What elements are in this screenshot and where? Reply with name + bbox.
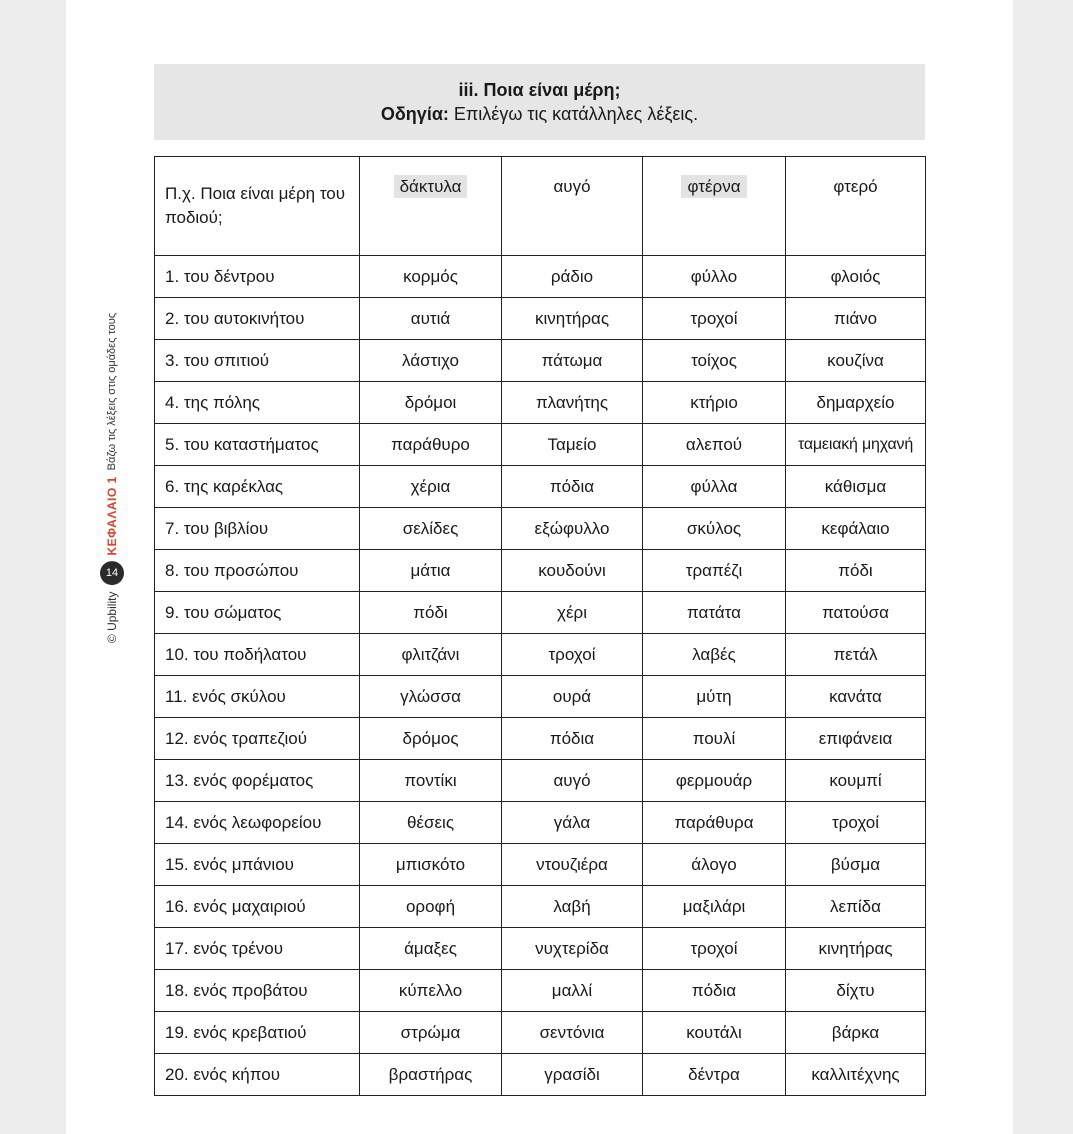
question-row <box>155 1054 926 1096</box>
word-option[interactable]: μαξιλάρι <box>643 886 786 928</box>
word-option[interactable]: πατούσα <box>786 592 926 634</box>
word-option[interactable]: κουδούνι <box>502 550 643 592</box>
exercise-instruction <box>154 102 925 126</box>
question-row <box>155 508 926 550</box>
instruction-text: Επιλέγω τις κατάλληλες λέξεις. <box>448 104 699 124</box>
question-label: 12. ενός τραπεζιού <box>155 718 360 760</box>
selected-word: δάκτυλα <box>394 175 468 198</box>
word-option[interactable]: λεπίδα <box>786 886 926 928</box>
question-label: 9. του σώματος <box>155 592 360 634</box>
question-row <box>155 802 926 844</box>
question-label: 5. του καταστήματος <box>155 424 360 466</box>
word-option[interactable]: φλοιός <box>786 256 926 298</box>
word-option[interactable]: λαβή <box>502 886 643 928</box>
word-option[interactable]: κουτάλι <box>643 1012 786 1054</box>
question-row <box>155 718 926 760</box>
question-label: 10. του ποδήλατου <box>155 634 360 676</box>
question-label: 19. ενός κρεβατιού <box>155 1012 360 1054</box>
word-option[interactable]: βάρκα <box>786 1012 926 1054</box>
word-option[interactable]: πόδι <box>786 550 926 592</box>
copyright-text: © Upbility <box>105 591 119 644</box>
word-option[interactable]: ντουζιέρα <box>502 844 643 886</box>
question-row <box>155 634 926 676</box>
word-option[interactable]: τροχοί <box>502 634 643 676</box>
question-label: 11. ενός σκύλου <box>155 676 360 718</box>
word-option[interactable]: λαβές <box>643 634 786 676</box>
word-option[interactable]: πιάνο <box>786 298 926 340</box>
word-option[interactable]: πάτωμα <box>502 340 643 382</box>
word-option[interactable]: θέσεις <box>360 802 502 844</box>
exercise-table <box>154 156 926 1096</box>
question-row <box>155 928 926 970</box>
example-option-4[interactable]: φτερό <box>786 157 926 256</box>
word-option[interactable]: νυχτερίδα <box>502 928 643 970</box>
question-row <box>155 970 926 1012</box>
word-option[interactable]: φερμουάρ <box>643 760 786 802</box>
word-option[interactable]: παράθυρα <box>643 802 786 844</box>
word-option[interactable]: χέρια <box>360 466 502 508</box>
word-option[interactable]: τραπέζι <box>643 550 786 592</box>
question-label: 8. του προσώπου <box>155 550 360 592</box>
word-option[interactable]: τροχοί <box>786 802 926 844</box>
question-row <box>155 424 926 466</box>
word-option[interactable]: στρώμα <box>360 1012 502 1054</box>
word-option[interactable]: αυγό <box>502 760 643 802</box>
example-option-2[interactable]: αυγό <box>502 157 643 256</box>
question-row <box>155 382 926 424</box>
word-option[interactable]: επιφάνεια <box>786 718 926 760</box>
question-row <box>155 760 926 802</box>
question-row <box>155 886 926 928</box>
word-option[interactable]: καλλιτέχνης <box>786 1054 926 1096</box>
word-option[interactable]: σεντόνια <box>502 1012 643 1054</box>
word-option[interactable]: πλανήτης <box>502 382 643 424</box>
question-row <box>155 256 926 298</box>
word-option[interactable]: γρασίδι <box>502 1054 643 1096</box>
question-label: 16. ενός μαχαιριού <box>155 886 360 928</box>
word-option[interactable]: δρόμοι <box>360 382 502 424</box>
word-option[interactable]: κάθισμα <box>786 466 926 508</box>
word-option[interactable]: άμαξες <box>360 928 502 970</box>
instruction-label: Οδηγία: <box>380 104 449 124</box>
word-option[interactable]: φύλλα <box>643 466 786 508</box>
word-option[interactable]: φλιτζάνι <box>360 634 502 676</box>
page-number: 14 <box>100 562 124 586</box>
word-option[interactable]: μύτη <box>643 676 786 718</box>
question-label: 1. του δέντρου <box>155 256 360 298</box>
word-option[interactable]: δημαρχείο <box>786 382 926 424</box>
word-option[interactable]: λάστιχο <box>360 340 502 382</box>
word-option[interactable]: αλεπού <box>643 424 786 466</box>
word-option[interactable]: εξώφυλλο <box>502 508 643 550</box>
question-row <box>155 676 926 718</box>
question-label: 17. ενός τρένου <box>155 928 360 970</box>
exercise-title: iii. Ποια είναι μέρη; <box>458 80 621 100</box>
question-label: 4. της πόλης <box>155 382 360 424</box>
side-running-header <box>100 313 124 643</box>
word-option[interactable]: κορμός <box>360 256 502 298</box>
question-row <box>155 1012 926 1054</box>
word-option[interactable]: τοίχος <box>643 340 786 382</box>
word-option[interactable]: κανάτα <box>786 676 926 718</box>
word-option[interactable]: ράδιο <box>502 256 643 298</box>
word-option[interactable]: δίχτυ <box>786 970 926 1012</box>
word-option[interactable]: μπισκότο <box>360 844 502 886</box>
word-option[interactable]: πατάτα <box>643 592 786 634</box>
word-option[interactable]: πόδια <box>643 970 786 1012</box>
word-option[interactable]: κεφάλαιο <box>786 508 926 550</box>
question-row <box>155 592 926 634</box>
example-row <box>155 157 926 256</box>
word-option[interactable]: γάλα <box>502 802 643 844</box>
word-option[interactable]: σελίδες <box>360 508 502 550</box>
chapter-label: ΚΕΦΑΛΑΙΟ 1 <box>105 476 119 556</box>
question-row <box>155 550 926 592</box>
word-option[interactable]: κινητήρας <box>502 298 643 340</box>
example-question: Π.χ. Ποια είναι μέρη του ποδιού; <box>155 157 360 256</box>
example-option-1[interactable] <box>360 157 502 256</box>
word-option[interactable]: αυτιά <box>360 298 502 340</box>
word-option[interactable]: πόδια <box>502 466 643 508</box>
word-option[interactable]: τροχοί <box>643 298 786 340</box>
exercise-header <box>154 64 925 140</box>
word-option[interactable]: ποντίκι <box>360 760 502 802</box>
word-option[interactable]: πουλί <box>643 718 786 760</box>
word-option[interactable]: χέρι <box>502 592 643 634</box>
word-option[interactable]: δέντρα <box>643 1054 786 1096</box>
question-label: 20. ενός κήπου <box>155 1054 360 1096</box>
word-option[interactable]: ταμειακή μηχανή <box>786 424 926 466</box>
word-option[interactable]: μάτια <box>360 550 502 592</box>
word-option[interactable]: μαλλί <box>502 970 643 1012</box>
word-option[interactable]: κινητήρας <box>786 928 926 970</box>
question-label: 15. ενός μπάνιου <box>155 844 360 886</box>
word-option[interactable]: βύσμα <box>786 844 926 886</box>
question-row <box>155 340 926 382</box>
word-option[interactable]: οροφή <box>360 886 502 928</box>
word-option[interactable]: δρόμος <box>360 718 502 760</box>
word-option[interactable]: τροχοί <box>643 928 786 970</box>
question-label: 13. ενός φορέματος <box>155 760 360 802</box>
word-option[interactable]: άλογο <box>643 844 786 886</box>
word-option[interactable]: παράθυρο <box>360 424 502 466</box>
word-option[interactable]: κουζίνα <box>786 340 926 382</box>
question-label: 7. του βιβλίου <box>155 508 360 550</box>
word-option[interactable]: φύλλο <box>643 256 786 298</box>
word-option[interactable]: πετάλ <box>786 634 926 676</box>
question-row <box>155 466 926 508</box>
word-option[interactable]: κύπελλο <box>360 970 502 1012</box>
word-option[interactable]: βραστήρας <box>360 1054 502 1096</box>
word-option[interactable]: πόδι <box>360 592 502 634</box>
word-option[interactable]: πόδια <box>502 718 643 760</box>
selected-word: φτέρνα <box>681 175 746 198</box>
question-row <box>155 844 926 886</box>
question-row <box>155 298 926 340</box>
question-label: 6. της καρέκλας <box>155 466 360 508</box>
word-option[interactable]: Ταμείο <box>502 424 643 466</box>
word-option[interactable]: σκύλος <box>643 508 786 550</box>
chapter-subtitle: Βάζω τις λέξεις στις ομάδες τους <box>106 312 118 471</box>
word-option[interactable]: κουμπί <box>786 760 926 802</box>
question-label: 2. του αυτοκινήτου <box>155 298 360 340</box>
word-option[interactable]: γλώσσα <box>360 676 502 718</box>
question-label: 3. του σπιτιού <box>155 340 360 382</box>
question-label: 14. ενός λεωφορείου <box>155 802 360 844</box>
example-option-3[interactable] <box>643 157 786 256</box>
word-option[interactable]: κτήριο <box>643 382 786 424</box>
word-option[interactable]: ουρά <box>502 676 643 718</box>
question-label: 18. ενός προβάτου <box>155 970 360 1012</box>
